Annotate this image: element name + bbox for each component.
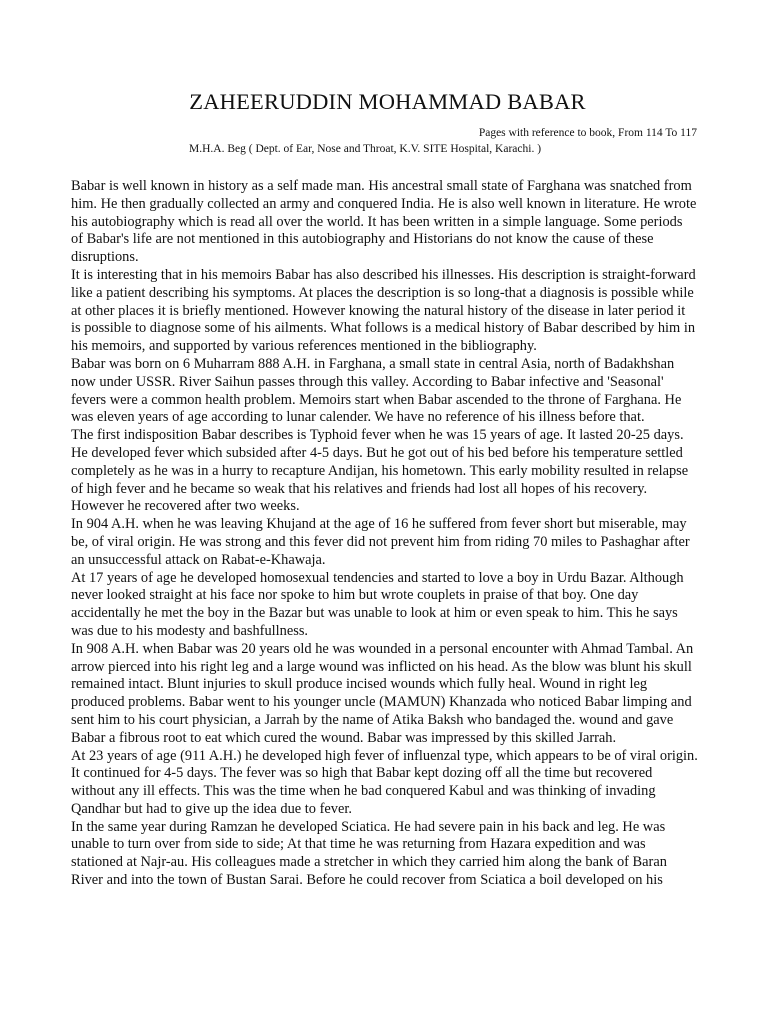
author-line: M.H.A. Beg ( Dept. of Ear, Nose and Throat, K.V. SITE Hospital, Karachi. ) (189, 143, 542, 155)
document-title: ZAHEERUDDIN MOHAMMAD BABAR (189, 89, 586, 114)
paragraph: In 904 A.H. when he was leaving Khujand at the age of 16 he suffered from fever short but miserable, may be, of viral origin. He was strong and this fever did not prevent him from riding 70 miles to Pashaghar after an unsuccessful attack on Rabat-e-Khawaja. (71, 516, 690, 568)
document-body (71, 178, 698, 890)
paragraph: At 17 years of age he developed homosexual tendencies and started to love a boy in Urdu Bazar. Although never looked straight at his face nor spoke to him but wrote couplets in praise of that boy. One day accidentally he met the boy in the Bazar but was unable to look at him or even speak to him. This he says was due to his modesty and bashfullness. (71, 569, 684, 639)
reference-note: Pages with reference to book, From 114 To 117 (478, 127, 697, 139)
paragraph: In the same year during Ramzan he developed Sciatica. He had severe pain in his back and leg. He was unable to turn over from side to side; At that time he was returning from Hazara expedition and was stationed at Najr-au. His colleagues made a stretcher in which they carried him along the bank of Baran River and into the town of Bustan Sarai. Before he could recover from Sciatica a boil developed on his (71, 818, 667, 889)
paragraph: It is interesting that in his memoirs Babar has also described his illnesses. His description is straight-forward like a patient describing his symptoms. At places the description is so long-that a diagnosis is possible while at other places it is briefly mentioned. However knowing the natural history of the disease in later period it is possible to diagnose some of his ailments. What follows is a medical history of Babar described by him in his memoirs, and supported by various references mentioned in the bibliography. (71, 266, 696, 355)
paragraph: Babar is well known in history as a self made man. His ancestral small state of Farghana was snatched from him. He then gradually collected an army and conquered India. He is also well known in literature. He wrote his autobiography which is read all over the world. It has been written in a simple language. Some periods of Babar's life are not mentioned in this autobiography and Historians do not know the cause of these disruptions. (71, 178, 697, 266)
paragraph: Babar was born on 6 Muharram 888 A.H. in Farghana, a small state in central Asia, north of Badakhshan now under USSR. River Saihun passes through this valley. According to Babar infective and 'Seasonal' fevers were a common health problem. Memoirs start when Babar ascended to the throne of Farghana. He was eleven years of age according to lunar calender. We have no reference of his illness before that. (71, 355, 682, 426)
paragraph: In 908 A.H. when Babar was 20 years old he was wounded in a personal encounter with Ahmad Tambal. An arrow pierced into his right leg and a large wound was inflicted on his head. As the blow was blunt his skull remained intact. Blunt injuries to skull produce incised wounds which fully heal. Wound in right leg produced problems. Babar went to his younger uncle (MAMUN) Khanzada who noticed Babar limping and sent him to his court physician, a Jarrah by the name of Atika Baksh who bandaged the. wound and gave Babar a fibrous root to eat which cured the wound. Babar was impressed by this skilled Jarrah. (71, 640, 694, 746)
paragraph: At 23 years of age (911 A.H.) he developed high fever of influenzal type, which appears to be of viral origin. It continued for 4-5 days. The fever was so high that Babar kept dozing off all the time but recovered without any ill effects. This was the time when he bad conquered Kabul and was thinking of invading Qandhar but had to give up the idea due to fever. (71, 747, 698, 817)
paragraph: The first indisposition Babar describes is Typhoid fever when he was 15 years of age. It lasted 20-25 days. He developed fever which subsided after 4-5 days. But he got out of his bed before his temperature settled completely as he was in a hurry to recapture Andijan, his hometown. This early mobility resulted in relapse of high fever and he became so weak that his relatives and friends had lost all hopes of his recovery. However he recovered after two weeks. (71, 427, 689, 515)
